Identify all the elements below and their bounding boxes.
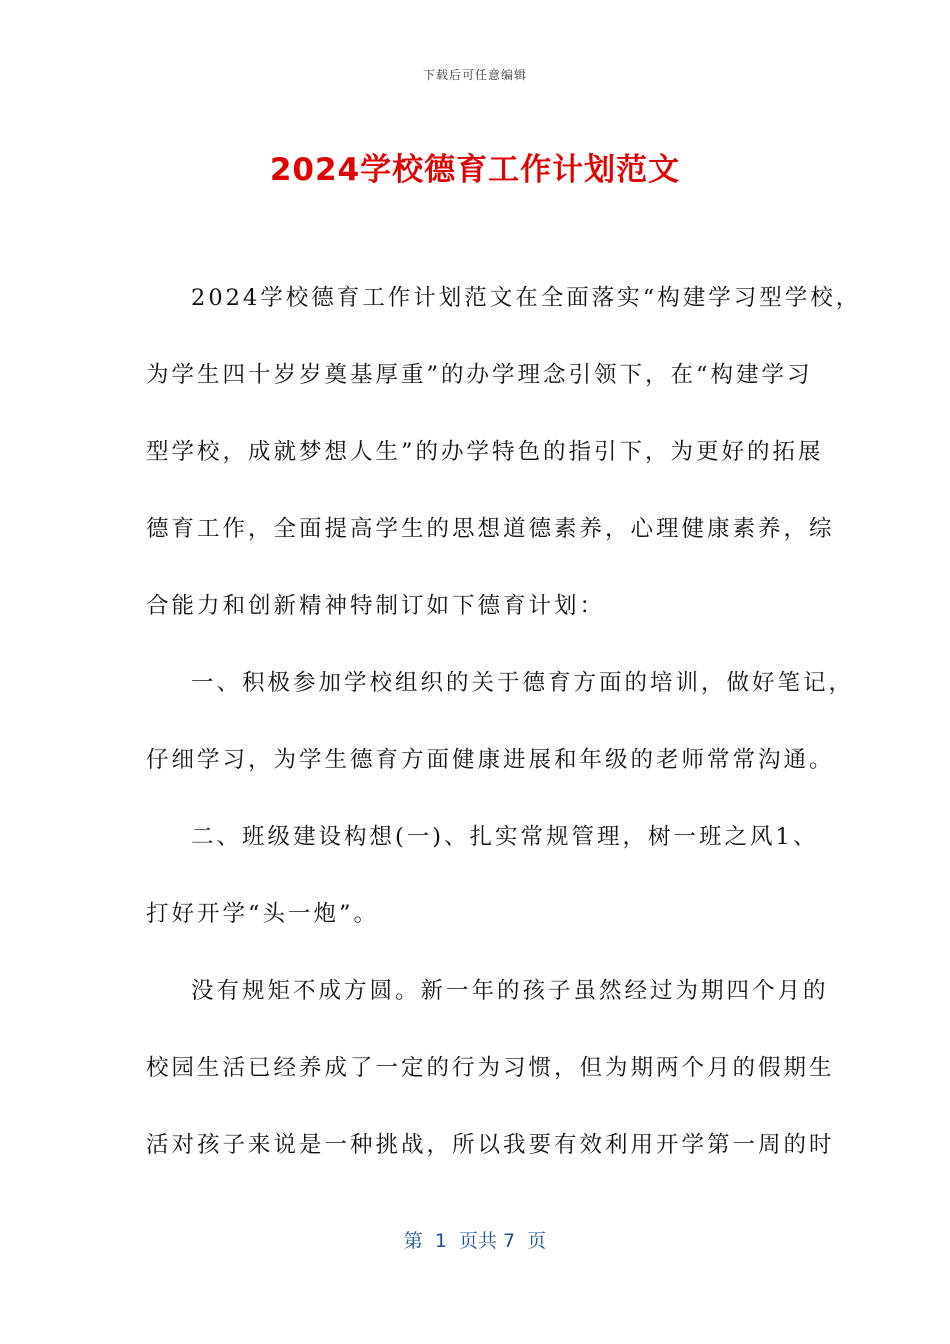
document-body: [146, 270, 862, 1194]
body-line: 德育工作，全面提高学生的思想道德素养，心理健康素养，综: [146, 516, 835, 542]
page-number-footer: 第 1 页共 7 页: [403, 1230, 547, 1252]
body-line: 一、积极参加学校组织的关于德育方面的培训，做好笔记，: [191, 670, 855, 696]
body-line: 合能力和创新精神特制订如下德育计划：: [146, 593, 606, 619]
body-line: 打好开学“头一炮”。: [146, 901, 380, 927]
body-line: 2024学校德育工作计划范文在全面落实“构建学习型学校，: [191, 285, 862, 311]
body-line: 型学校，成就梦想人生”的办学特色的指引下，为更好的拓展: [146, 439, 824, 465]
header-note: 下载后可任意编辑: [422, 68, 527, 82]
body-line: 为学生四十岁岁奠基厚重”的办学理念引领下，在“构建学习: [146, 362, 813, 388]
document-title: 2024学校德育工作计划范文: [269, 152, 681, 188]
body-line: 活对孩子来说是一种挑战，所以我要有效利用开学第一周的时: [146, 1132, 835, 1158]
body-line: 二、班级建设构想(一)、扎实常规管理，树一班之风1、: [191, 824, 819, 850]
body-line: 仔细学习，为学生德育方面健康进展和年级的老师常常沟通。: [146, 747, 835, 773]
body-line: 没有规矩不成方圆。新一年的孩子虽然经过为期四个月的: [191, 978, 829, 1004]
body-line: 校园生活已经养成了一定的行为习惯，但为期两个月的假期生: [146, 1055, 835, 1081]
